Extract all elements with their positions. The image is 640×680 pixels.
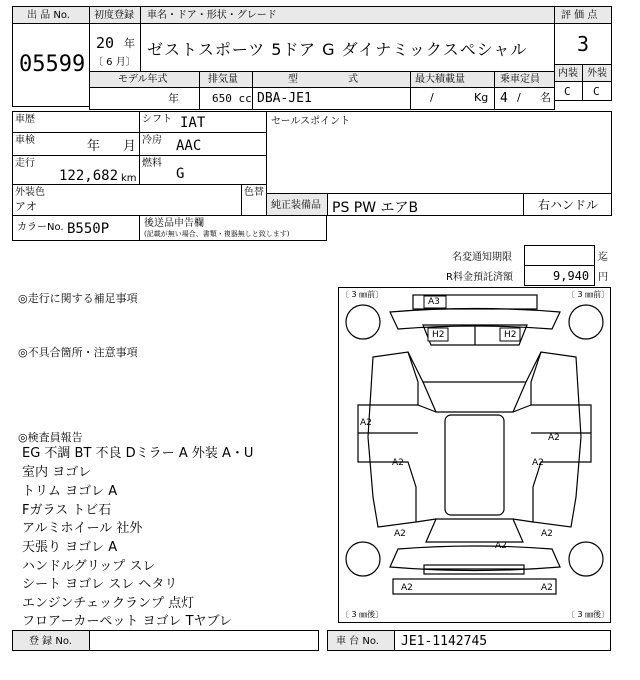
ac-cell <box>139 132 267 156</box>
shift: IAT <box>180 115 206 131</box>
mark-front-right-door: A2 <box>548 433 560 443</box>
mark-front-bumper: A3 <box>428 297 440 307</box>
ac-label: 冷房 <box>142 135 162 146</box>
exterior-color: アオ <box>15 200 37 213</box>
remark-line: エンジンチェックランプ 点灯 <box>22 596 195 611</box>
tread-front-left: 〔 3 ㎜前〕 <box>341 290 384 299</box>
car-name-label: 車名・ドア・形状・グレード <box>147 10 277 21</box>
inspector-report-label: ◎検査員報告 <box>18 431 83 444</box>
capacity-sep: / <box>517 91 521 104</box>
lot-no-label-cell <box>12 6 90 24</box>
windshield <box>423 382 526 412</box>
type-label: 型 <box>288 74 298 85</box>
wheel-front-right <box>569 305 603 339</box>
inspection-month: 月 <box>123 139 137 154</box>
shift-label: シフト <box>142 114 172 125</box>
remark-line: フロアーカーペット ヨゴレ Tヤブレ <box>22 614 233 629</box>
mileage-unit: km <box>121 173 137 184</box>
mark-hood-right: H2 <box>504 330 517 340</box>
handle-cell <box>523 193 612 216</box>
interior-grade-cell <box>554 81 583 101</box>
defects-remarks-label: ◎不具合箇所・注意事項 <box>18 346 138 359</box>
exterior-label-cell <box>582 64 612 82</box>
displacement: 650 cc <box>212 92 252 105</box>
capacity-unit: 名 <box>540 91 551 104</box>
car-diagram <box>338 287 611 623</box>
max-load-label: 最大積載量 <box>415 74 465 85</box>
color-no-label: カラーNo. <box>17 222 64 233</box>
interior-grade: C <box>564 85 571 98</box>
chassis-label-cell <box>327 630 395 651</box>
reg-no-label: 登 録 No. <box>29 636 72 647</box>
mark-left-side: A2 <box>392 458 404 468</box>
lot-no: 05599 <box>19 52 86 77</box>
lot-no-label: 出 品 No. <box>27 10 70 21</box>
tread-front-right: 〔 3 ㎜前〕 <box>567 290 610 299</box>
rear-glass <box>426 519 523 542</box>
model-type: DBA-JE1 <box>257 91 312 106</box>
remark-line: シート ヨゴレ スレ ヘタリ <box>22 577 178 592</box>
mileage-label: 走行 <box>15 158 35 169</box>
driving-remarks-label: ◎走行に関する補足事項 <box>18 292 138 305</box>
notice-cell <box>524 245 595 266</box>
first-reg-year: 20 <box>96 34 115 52</box>
first-reg-label: 初度登録 <box>94 10 134 21</box>
mark-rear-bumper-right: A2 <box>541 583 553 593</box>
mileage: 122,682 <box>59 168 119 184</box>
color-change-label: 色替 <box>244 187 264 198</box>
year-unit: 年 <box>124 37 135 50</box>
shift-cell <box>139 111 267 133</box>
reg-no-cell <box>89 630 319 651</box>
capacity: 4 <box>500 91 508 106</box>
model-year-unit: 年 <box>168 92 179 105</box>
recycle-unit: 円 <box>598 272 608 283</box>
first-reg-label-cell <box>89 6 141 24</box>
exterior-label: 外装 <box>587 68 607 79</box>
chassis-label: 車 台 No. <box>336 636 379 647</box>
chassis-no: JE1-1142745 <box>401 634 488 649</box>
left-body <box>358 352 418 527</box>
notice-unit: 迄 <box>598 252 608 263</box>
fuel-cell <box>139 155 267 185</box>
inspection-label: 車検 <box>15 135 35 146</box>
recycle-value: 9,940 <box>553 269 590 283</box>
history-label: 車歴 <box>15 114 35 125</box>
chassis-cell <box>394 630 611 651</box>
mark-rear-right: A2 <box>541 529 553 539</box>
notice-label: 名変通知期限 <box>452 252 512 263</box>
score-label-cell <box>554 6 612 24</box>
displacement-label: 排気量 <box>208 74 238 85</box>
inspection-cell <box>12 132 140 156</box>
color-no-cell <box>12 215 140 241</box>
inspection-year: 年 <box>87 139 101 154</box>
reg-no-label-cell <box>12 630 90 651</box>
score-label: 評 価 点 <box>561 10 598 21</box>
remark-line: 室内 ヨゴレ <box>22 465 92 480</box>
mark-rear-left: A2 <box>394 529 406 539</box>
mark-hood-left: H2 <box>432 330 445 340</box>
mark-rear-bumper-left: A2 <box>401 583 413 593</box>
recycle-cell <box>524 265 595 286</box>
interior-label-cell <box>554 64 583 82</box>
recycle-label: R料金預託済額 <box>446 272 513 283</box>
first-reg-month: 〔 6 月〕 <box>93 57 136 68</box>
car-name: ゼストスポーツ 5ドア G ダイナミックスペシャル <box>147 40 528 59</box>
post-doc-label: 後送品申告欄 <box>144 218 204 229</box>
mileage-cell <box>12 155 140 185</box>
remark-line: Fガラス トビ石 <box>22 503 112 518</box>
score: 3 <box>577 32 590 56</box>
roof <box>445 415 504 515</box>
remark-line: アルミホイール 社外 <box>22 521 143 536</box>
capacity-label: 乗車定員 <box>500 74 540 85</box>
first-reg-cell <box>89 23 141 72</box>
remark-line: 天張り ヨゴレ A <box>22 540 118 555</box>
mark-right-side: A2 <box>532 458 544 468</box>
car-name-label-cell <box>140 6 555 24</box>
post-doc-note: (記載が無い場合、書類・複器無しと致します) <box>144 230 290 238</box>
mark-front-left-door: A2 <box>360 418 372 428</box>
rear-bumper <box>393 579 556 594</box>
exterior-color-label: 外装色 <box>15 187 45 198</box>
model-year-label: モデル年式 <box>118 74 168 85</box>
wheel-front-left <box>346 305 380 339</box>
rear-apron <box>390 546 560 571</box>
mark-rear-center: A2 <box>495 541 507 551</box>
exterior-grade-cell <box>582 81 612 101</box>
history-cell <box>12 111 140 133</box>
fuel: G <box>176 166 185 182</box>
equipment-label-cell <box>266 193 328 216</box>
max-load-sep: / <box>430 91 434 104</box>
post-doc-cell <box>139 215 327 241</box>
wheel-rear-left <box>346 542 380 576</box>
color-change-cell <box>241 184 267 216</box>
wheel-rear-right <box>569 542 603 576</box>
type-label-2: 式 <box>348 74 358 85</box>
score-cell <box>554 23 612 65</box>
remark-line: トリム ヨゴレ A <box>22 484 118 499</box>
fuel-label: 燃料 <box>142 158 162 169</box>
sales-point-label: セールスポイント <box>271 116 351 127</box>
equipment: PS PW エアB <box>332 200 419 216</box>
car-name-cell <box>140 23 555 72</box>
exterior-color-cell <box>12 184 242 216</box>
remark-line: ハンドルグリップ スレ <box>22 559 156 574</box>
max-load-unit: Kg <box>474 91 489 104</box>
tread-rear-right: 〔 3 ㎜後〕 <box>567 610 610 619</box>
lot-no-cell <box>12 23 90 107</box>
tread-rear-left: 〔 3 ㎜後〕 <box>341 610 384 619</box>
sales-point-cell <box>266 111 612 194</box>
ac: AAC <box>176 138 202 154</box>
equipment-cell <box>327 193 524 216</box>
color-no: B550P <box>67 221 110 237</box>
equipment-label: 純正装備品 <box>271 200 321 211</box>
interior-label: 内装 <box>558 68 578 79</box>
exterior-grade: C <box>593 85 600 98</box>
handle: 右ハンドル <box>538 198 599 212</box>
remark-line: EG 不調 BT 不良 Dミラー A 外装 A・U <box>22 446 254 461</box>
right-body <box>531 352 591 527</box>
